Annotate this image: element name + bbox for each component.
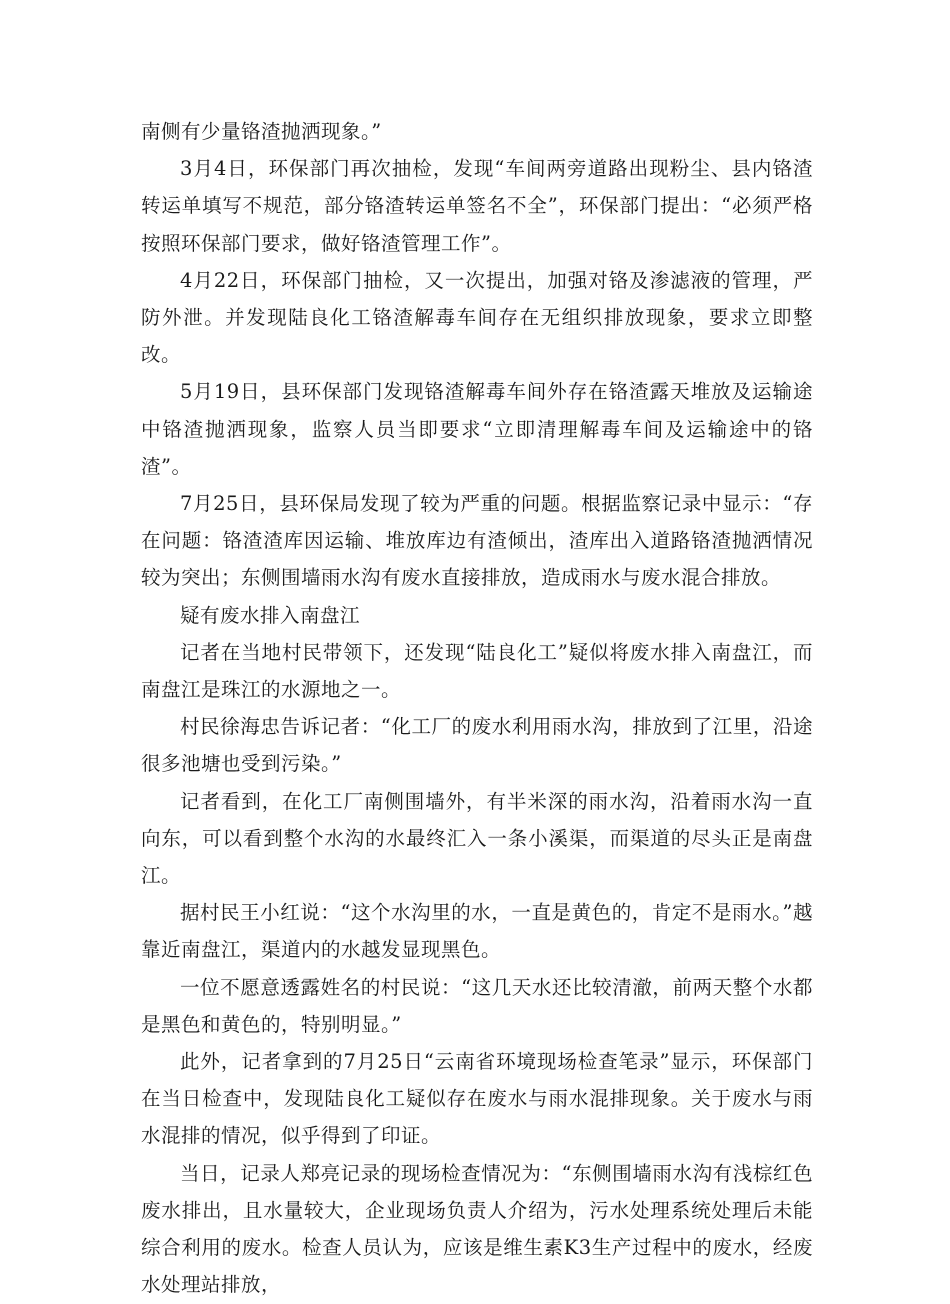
paragraph: 南侧有少量铬渣抛洒现象。” [141, 120, 382, 143]
paragraph: 7月25日，县环保局发现了较为严重的问题。根据监察记录中显示：“存在问题：铬渣渣库因运输、堆放库边有渣倾出，渣库出入道路铬渣抛洒情况较为突出；东侧围墙雨水沟有废水直接排放，造成雨水与废水混合排放。 [141, 492, 813, 590]
document-body [141, 113, 813, 1304]
paragraph: 此外，记者拿到的7月25日“云南省环境现场检查笔录”显示，环保部门在当日检查中，发现陆良化工疑似存在废水与雨水混排现象。关于废水与雨水混排的情况，似乎得到了印证。 [141, 1050, 813, 1148]
paragraph: 据村民王小红说：“这个水沟里的水，一直是黄色的，肯定不是雨水。”越靠近南盘江，渠道内的水越发显现黑色。 [141, 901, 813, 962]
paragraph: 记者在当地村民带领下，还发现“陆良化工”疑似将废水排入南盘江，而南盘江是珠江的水源地之一。 [141, 640, 813, 702]
paragraph: 一位不愿意透露姓名的村民说：“这几天水还比较清澈，前两天整个水都是黑色和黄色的，特别明显。” [141, 975, 813, 1036]
section-heading: 疑有废水排入南盘江 [180, 603, 361, 627]
paragraph: 当日，记录人郑亮记录的现场检查情况为：“东侧围墙雨水沟有浅棕红色废水排出，且水量较大，企业现场负责人介绍为，污水处理系统处理后未能综合利用的废水。检查人员认为，应该是维生素K3生产过程中的废水，经废水处理站排放， [141, 1161, 813, 1297]
paragraph: 5月19日，县环保部门发现铬渣解毒车间外存在铬渣露天堆放及运输途中铬渣抛洒现象，监察人员当即要求“立即清理解毒车间及运输途中的铬渣”。 [141, 380, 813, 478]
paragraph: 3月4日，环保部门再次抽检，发现“车间两旁道路出现粉尘、县内铬渣转运单填写不规范，部分铬渣转运单签名不全”，环保部门提出：“必须严格按照环保部门要求，做好铬渣管理工作”。 [141, 157, 813, 255]
paragraph: 记者看到，在化工厂南侧围墙外，有半米深的雨水沟，沿着雨水沟一直向东，可以看到整个水沟的水最终汇入一条小溪渠，而渠道的尽头正是南盘江。 [141, 789, 813, 888]
paragraph: 村民徐海忠告诉记者：“化工厂的废水利用雨水沟，排放到了江里，沿途很多池塘也受到污染。” [141, 715, 813, 776]
paragraph: 4月22日，环保部门抽检，又一次提出，加强对铬及渗滤液的管理，严防外泄。并发现陆良化工铬渣解毒车间存在无组织排放现象，要求立即整改。 [141, 268, 813, 367]
